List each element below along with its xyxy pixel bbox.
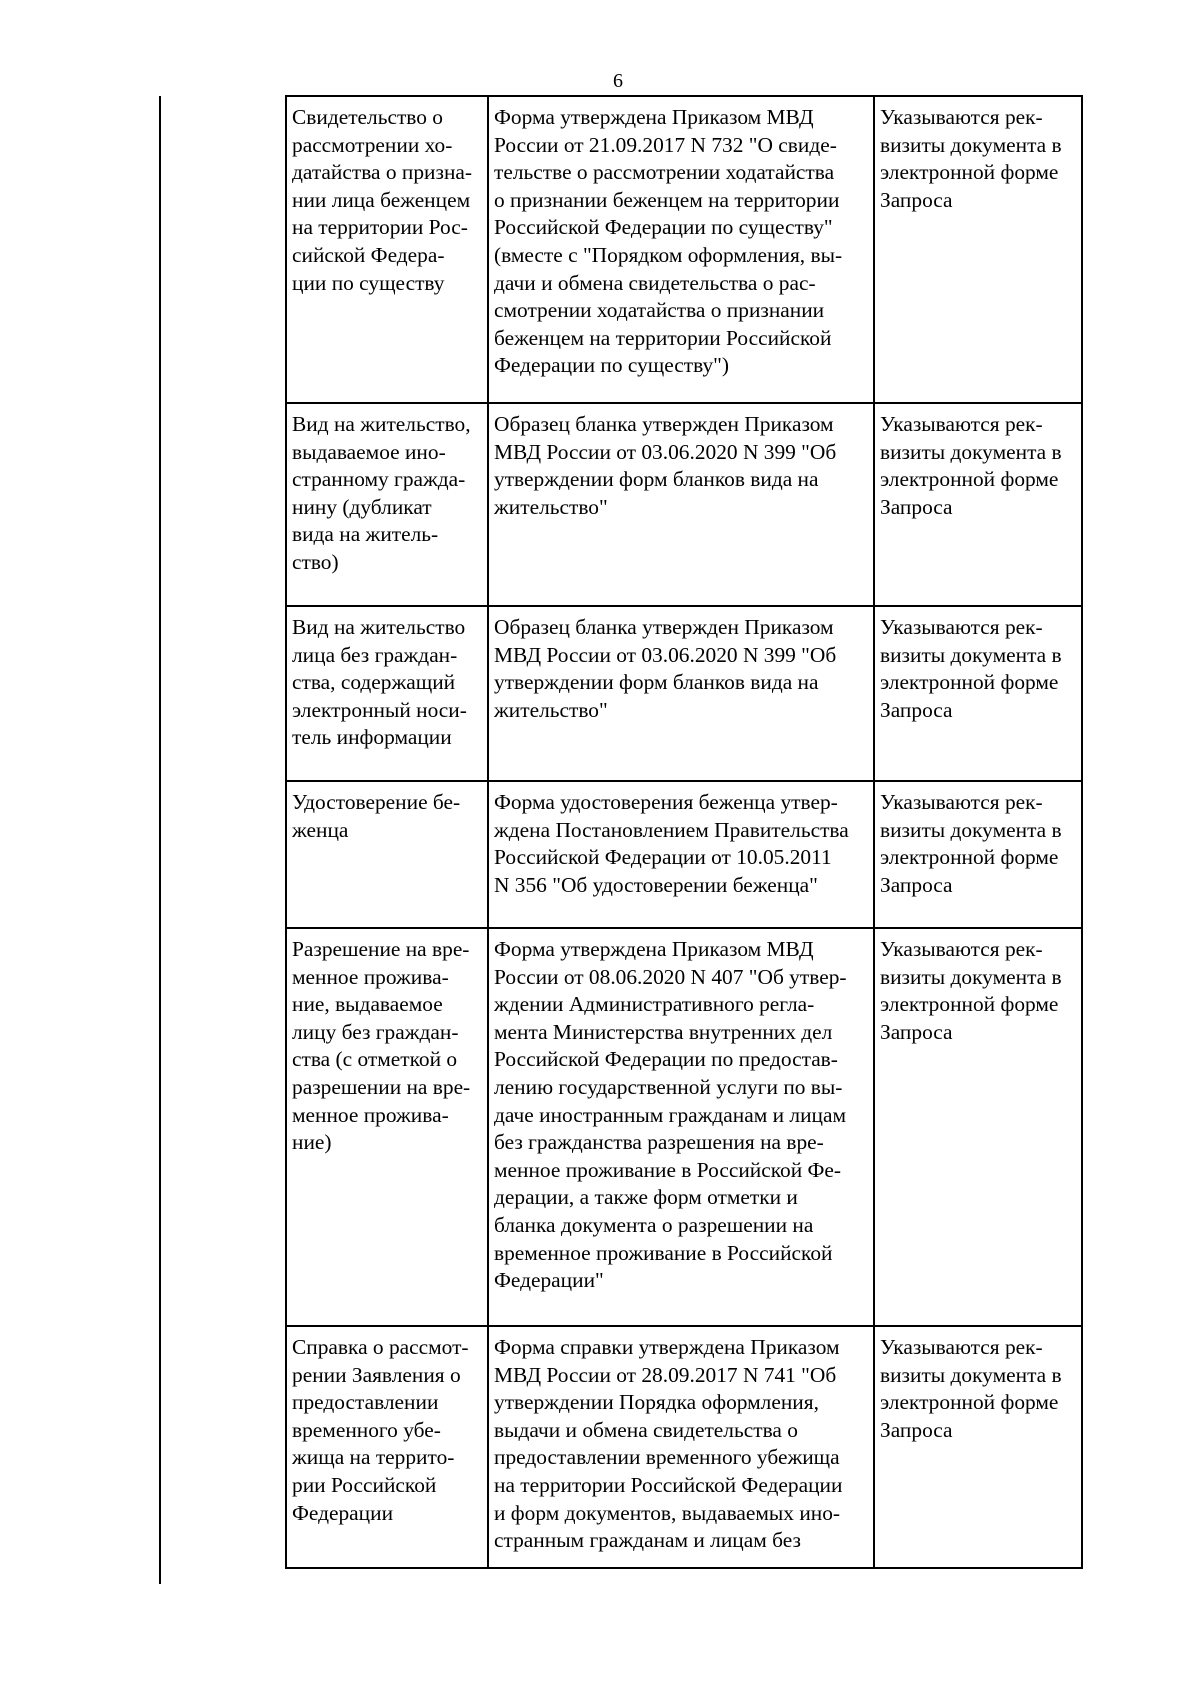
page-number: 6 — [613, 70, 623, 92]
document-name-cell: Свидетельство о рассмотрении хо- датайства о призна- нии лица беженцем на территории Рос- сийской Федера- ции по существу — [286, 96, 488, 403]
document-name-cell: Удостоверение бе- женца — [286, 781, 488, 928]
note-cell: Указываются рек- визиты документа в электронной форме Запроса — [874, 606, 1082, 781]
legal-basis-cell: Форма справки утверждена Приказом МВД России от 28.09.2017 N 741 "Об утверждении Порядка оформления, выдачи и обмена свидетельства о предоставлении временного убежища на территории Российской Федерации и форм документов, выдаваемых ино- странным гражданам и лицам без — [488, 1326, 874, 1568]
document-name-cell: Разрешение на вре- менное прожива- ние, выдаваемое лицу без граждан- ства (с отметкой о разрешении на вре- менное прожива- ние) — [286, 928, 488, 1326]
note-cell: Указываются рек- визиты документа в электронной форме Запроса — [874, 96, 1082, 403]
document-name-cell: Вид на жительство, выдаваемое ино- странному гражда- нину (дубликат вида на житель- ство) — [286, 403, 488, 606]
document-name-cell: Вид на жительство лица без граждан- ства, содержащий электронный носи- тель информации — [286, 606, 488, 781]
table-row — [286, 403, 1082, 606]
legal-basis-cell: Образец бланка утвержден Приказом МВД России от 03.06.2020 N 399 "Об утверждении форм бланков вида на жительство" — [488, 606, 874, 781]
table-row — [286, 781, 1082, 928]
note-cell: Указываются рек- визиты документа в электронной форме Запроса — [874, 403, 1082, 606]
legal-basis-cell: Форма удостоверения беженца утвер- ждена Постановлением Правительства Российской Федерации от 10.05.2011 N 356 "Об удостоверении беженца" — [488, 781, 874, 928]
documents-table — [285, 95, 1083, 1569]
table-row — [286, 1326, 1082, 1568]
legal-basis-cell: Образец бланка утвержден Приказом МВД России от 03.06.2020 N 399 "Об утверждении форм бланков вида на жительство" — [488, 403, 874, 606]
legal-basis-cell: Форма утверждена Приказом МВД России от 21.09.2017 N 732 "О свиде- тельстве о рассмотрении ходатайства о признании беженцем на территории Российской Федерации по существу" (вместе с "Порядком оформления, вы- дачи и обмена свидетельства о рас- смотрении ходатайства о признании беженцем на территории Российской Федерации по существу") — [488, 96, 874, 403]
legal-basis-cell: Форма утверждена Приказом МВД России от 08.06.2020 N 407 "Об утвер- ждении Административного регла- мента Министерства внутренних дел Российской Федерации по предостав- лению государственной услуги по вы- даче иностранным гражданам и лицам без гражданства разрешения на вре- менное проживание в Российской Фе- дерации, а также форм отметки и бланка документа о разрешении на временное проживание в Российской Федерации" — [488, 928, 874, 1326]
note-cell: Указываются рек- визиты документа в электронной форме Запроса — [874, 1326, 1082, 1568]
document-name-cell: Справка о рассмот- рении Заявления о предоставлении временного убе- жища на террито- рии Российской Федерации — [286, 1326, 488, 1568]
table-row — [286, 928, 1082, 1326]
note-cell: Указываются рек- визиты документа в электронной форме Запроса — [874, 928, 1082, 1326]
table-row — [286, 96, 1082, 403]
table-row — [286, 606, 1082, 781]
margin-line — [159, 96, 161, 1584]
note-cell: Указываются рек- визиты документа в электронной форме Запроса — [874, 781, 1082, 928]
